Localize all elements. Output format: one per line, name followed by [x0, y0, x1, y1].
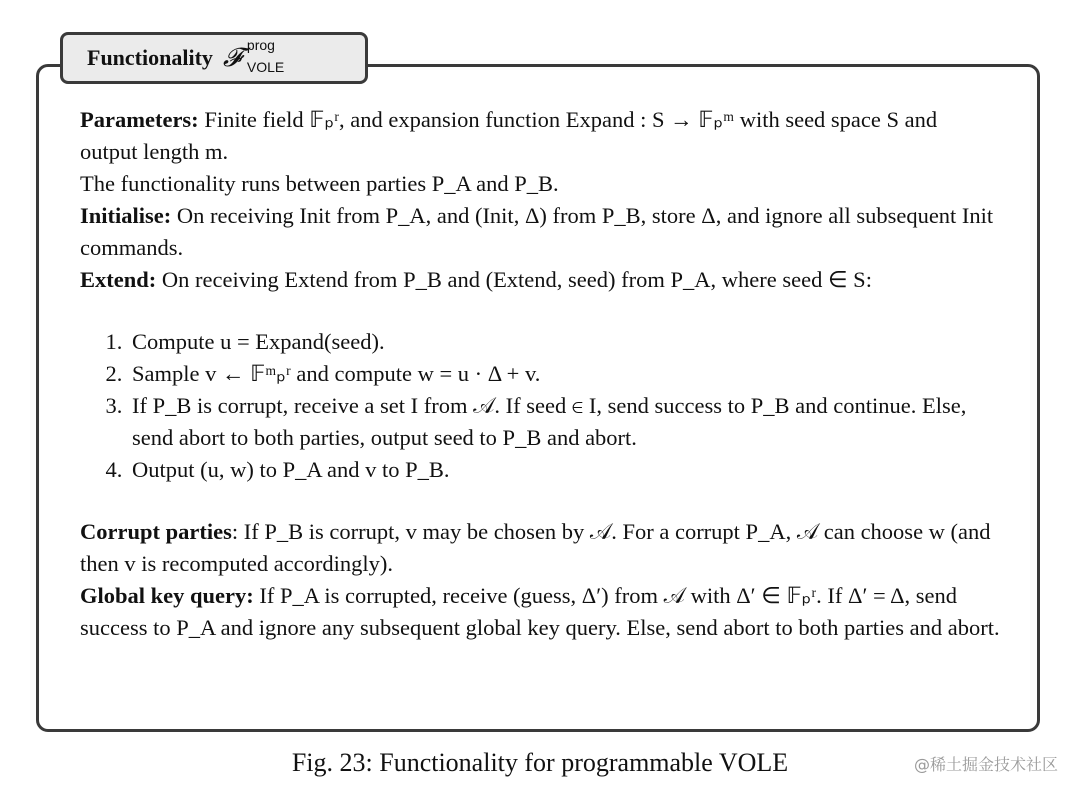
title-bold: Functionality	[87, 45, 213, 70]
figure-caption: Fig. 23: Functionality for programmable VOLE	[291, 748, 789, 777]
title-symbol-glyph: 𝓕	[222, 42, 243, 72]
watermark-text: @稀土掘金技术社区	[913, 755, 1058, 774]
parameters-label: Parameters:	[80, 107, 199, 132]
initialise-paragraph	[80, 200, 1000, 264]
global-key-paragraph	[80, 580, 1000, 644]
extend-label: Extend:	[80, 267, 157, 292]
parameters-paragraph	[80, 104, 1000, 168]
corrupt-text: : If P_B is corrupt, v may be chosen by 𝒜. For a corrupt P_A, 𝒜 can choose w (and then v is recomputed accordingly).	[80, 519, 991, 576]
initialise-text: On receiving Init from P_A, and (Init, Δ) from P_B, store Δ, and ignore all subsequent Init commands.	[80, 203, 994, 260]
spacer	[80, 296, 1000, 326]
global-key-label: Global key query:	[80, 583, 254, 608]
spacer	[80, 486, 1000, 516]
parties-paragraph: The functionality runs between parties P_A and P_B.	[80, 171, 559, 196]
step-item: 4. Output (u, w) to P_A and v to P_B.	[128, 454, 1000, 486]
step-item: 2. Sample v ← 𝔽ᵐₚʳ and compute w = u · Δ + v.	[128, 358, 1000, 390]
title-symbol	[222, 36, 285, 75]
corrupt-paragraph	[80, 516, 1000, 580]
step-item: 1. Compute u = Expand(seed).	[128, 326, 1000, 358]
extend-steps-list	[80, 326, 1000, 486]
extend-paragraph	[80, 264, 1000, 296]
corrupt-label: Corrupt parties	[80, 519, 232, 544]
title-superscript: prog	[246, 36, 275, 53]
initialise-label: Initialise:	[80, 203, 172, 228]
title-subscript: VOLE	[246, 58, 285, 75]
functionality-content	[80, 104, 1000, 644]
step-item: 3. If P_B is corrupt, receive a set I from 𝒜. If seed ∈ I, send success to P_B and continue. Else, send abort to both parties, output seed to P_B and abort.	[128, 390, 1000, 454]
global-key-text: If P_A is corrupted, receive (guess, Δ′) from 𝒜 with Δ′ ∈ 𝔽ₚʳ. If Δ′ = Δ, send success to P_A and ignore any subsequent global key query. Else, send abort to both parties and abort.	[80, 583, 1000, 640]
functionality-title	[60, 32, 368, 84]
extend-text: On receiving Extend from P_B and (Extend, seed) from P_A, where seed ∈ S:	[156, 267, 872, 292]
parameters-text: Finite field 𝔽ₚʳ, and expansion function Expand : S → 𝔽ₚᵐ with seed space S and output length m.	[80, 107, 938, 164]
